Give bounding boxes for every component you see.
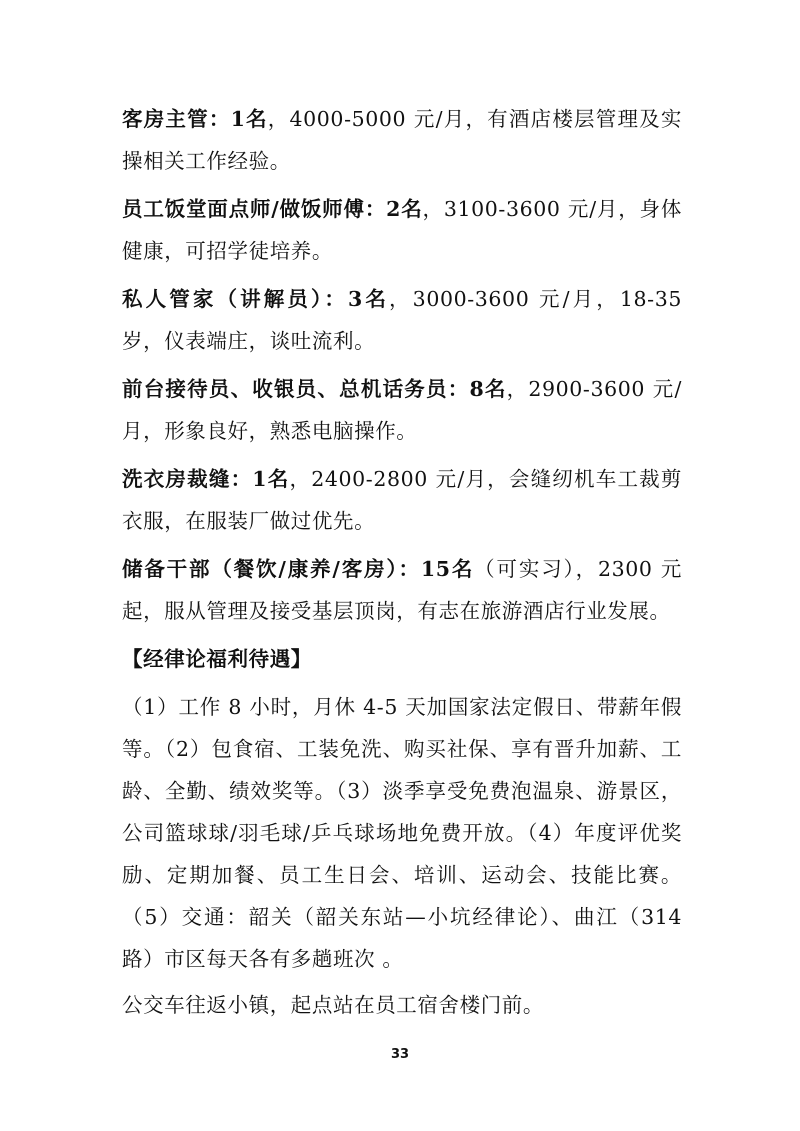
bus-note: 公交车往返小镇，起点站在员工宿舍楼门前。 xyxy=(122,993,544,1017)
job-entry-front-desk xyxy=(122,368,682,452)
job-entry-laundry-tailor xyxy=(122,458,682,542)
job-detail: （可实习），2300 元起，服从管理及接受基层顶岗，有志在旅游酒店行业发展。 xyxy=(122,557,682,623)
job-title: 员工饭堂面点师/做饭师傅：2名 xyxy=(122,197,423,221)
page-number: 33 xyxy=(390,1047,410,1062)
benefits-heading: 【经律论福利待遇】 xyxy=(122,647,312,671)
job-detail: ，3000-3600 元/月，18-35 岁，仪表端庄，谈吐流利。 xyxy=(122,287,682,353)
job-detail: ，2400-2800 元/月，会缝纫机车工裁剪衣服，在服装厂做过优先。 xyxy=(122,467,682,533)
job-detail: ，3100-3600 元/月，身体健康，可招学徒培养。 xyxy=(122,197,682,263)
job-title: 前台接待员、收银员、总机话务员：8名 xyxy=(122,377,507,401)
document-body xyxy=(122,98,682,1026)
benefits-paragraph: （1）工作 8 小时，月休 4-5 天加国家法定假日、带薪年假等。（2）包食宿、工装免洗、购买社保、享有晋升加薪、工龄、全勤、绩效奖等。（3）淡季享受免费泡温泉、游景区，公司篮球球/羽毛球/乒乓球场地免费开放。（4）年度评优奖励、定期加餐、员工生日会、培训、运动会、技能比赛。（5）交通：韶关（韶关东站—小坑经律论）、曲江（314 路）市区每天各有多趟班次 。 xyxy=(122,695,682,971)
job-title: 客房主管：1名 xyxy=(122,107,268,131)
job-detail: ，2900-3600 元/月，形象良好，熟悉电脑操作。 xyxy=(122,377,682,443)
job-entry-private-butler xyxy=(122,278,682,362)
job-entry-housekeeping-supervisor xyxy=(122,98,682,182)
job-detail: ，4000-5000 元/月，有酒店楼层管理及实操相关工作经验。 xyxy=(122,107,682,173)
job-title: 私人管家（讲解员）：3名 xyxy=(122,287,390,311)
job-title: 洗衣房裁缝：1名 xyxy=(122,467,290,491)
job-entry-reserve-cadre xyxy=(122,548,682,632)
job-entry-canteen-cook xyxy=(122,188,682,272)
job-title: 储备干部（餐饮/康养/客房）：15名 xyxy=(122,557,475,581)
